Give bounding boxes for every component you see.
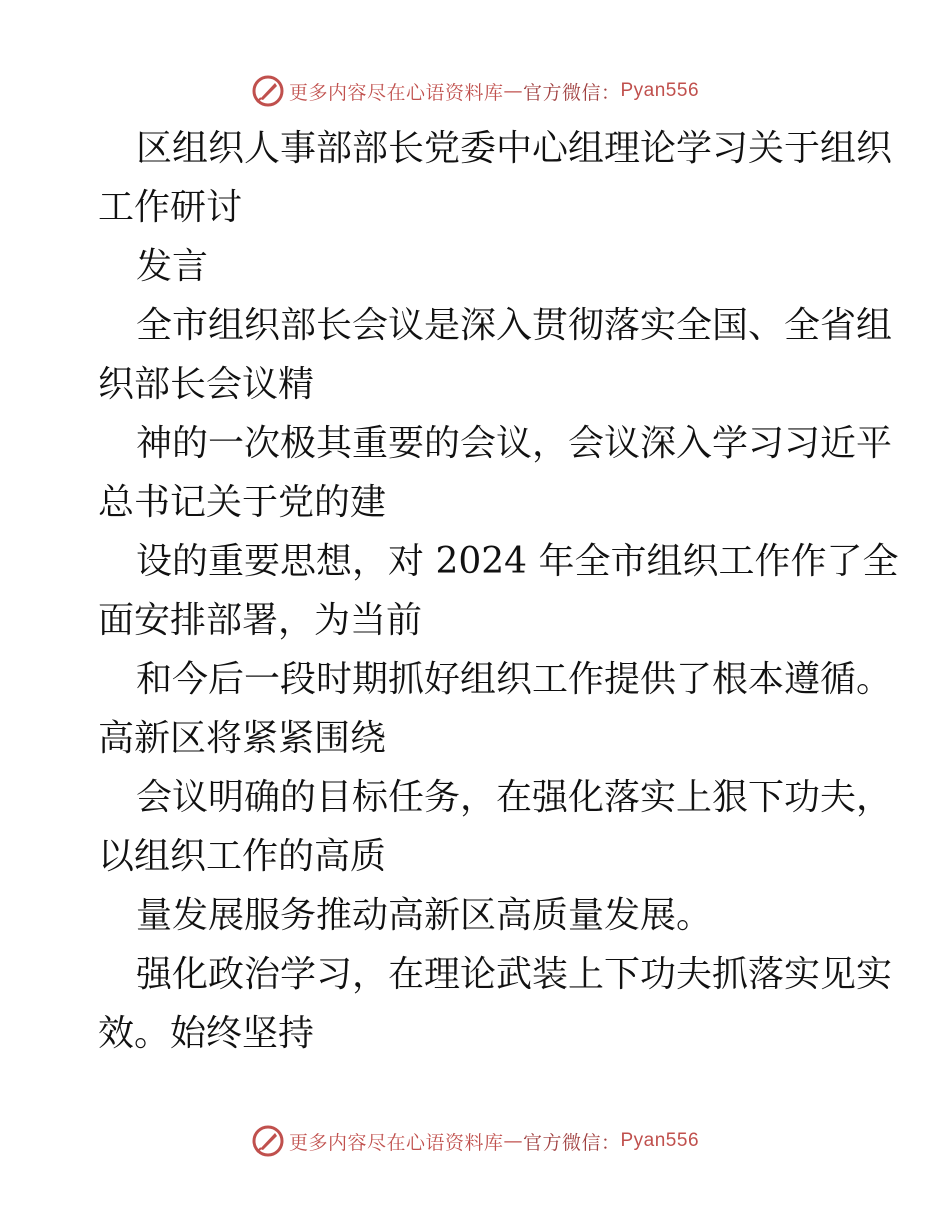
banner-wechat-id: Pyan556 bbox=[620, 1130, 700, 1151]
document-line: 以组织工作的高质 bbox=[98, 836, 387, 877]
banner-official-label: 官方微信： bbox=[522, 81, 621, 104]
banner-title: 更多内容尽在心语资料库 bbox=[288, 81, 504, 104]
red-circle-quill-icon bbox=[251, 1124, 285, 1158]
document-line: 全市组织部长会议是深入贯彻落实全国、全省组 bbox=[136, 305, 893, 346]
document-line: 量发展服务推动高新区高质量发展。 bbox=[136, 895, 713, 936]
red-circle-quill-icon bbox=[251, 74, 285, 108]
document-line: 区组织人事部部长党委中心组理论学习关于组织 bbox=[136, 128, 893, 169]
document-line: 工作研讨 bbox=[98, 187, 243, 228]
document-line: 会议明确的目标任务，在强化落实上狠下功夫， bbox=[136, 777, 893, 818]
header-banner bbox=[0, 71, 950, 111]
document-line: 高新区将紧紧围绕 bbox=[98, 718, 387, 759]
document-line: 和今后一段时期抓好组织工作提供了根本遵循。 bbox=[136, 659, 893, 700]
document-body bbox=[98, 119, 899, 1063]
document-line: 总书记关于党的建 bbox=[98, 482, 387, 523]
document-line: 强化政治学习，在理论武装上下功夫抓落实见实 bbox=[136, 954, 893, 995]
document-line: 设的重要思想，对 2024 年全市组织工作作了全 bbox=[136, 541, 899, 582]
banner-wechat-id: Pyan556 bbox=[620, 80, 700, 101]
banner-title: 更多内容尽在心语资料库 bbox=[288, 1131, 504, 1154]
footer-banner bbox=[0, 1121, 950, 1161]
banner-separator: — bbox=[503, 80, 523, 102]
document-line: 效。始终坚持 bbox=[98, 1013, 315, 1054]
document-line: 面安排部署，为当前 bbox=[98, 600, 423, 641]
banner-separator: — bbox=[503, 1130, 523, 1152]
document-line: 发言 bbox=[136, 246, 209, 287]
document-line: 织部长会议精 bbox=[98, 364, 315, 405]
banner-official-label: 官方微信： bbox=[522, 1131, 621, 1154]
document-line: 神的一次极其重要的会议，会议深入学习习近平 bbox=[136, 423, 893, 464]
